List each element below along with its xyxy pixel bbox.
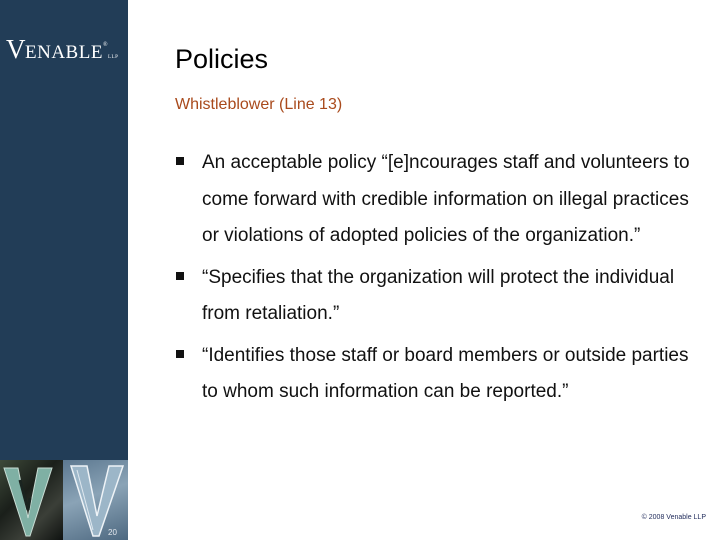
slide-subtitle: Whistleblower (Line 13) bbox=[175, 96, 343, 113]
logo-rest: ENABLE bbox=[25, 42, 103, 63]
bullet-text: An acceptable policy “[e]ncourages staff and volunteers to come forward with credible information on illegal practices or violations of adopted policies of the organization.” bbox=[202, 152, 690, 246]
decorative-v-tile-dark bbox=[0, 460, 63, 540]
decorative-v-tile-light bbox=[63, 460, 128, 540]
square-bullet-icon bbox=[176, 157, 184, 165]
logo-registered-mark: ® bbox=[102, 42, 107, 48]
bullet-text: “Specifies that the organization will protect the individual from retaliation.” bbox=[202, 266, 675, 324]
square-bullet-icon bbox=[176, 350, 184, 358]
logo-llp: LLP bbox=[108, 55, 119, 60]
v-letter-icon bbox=[63, 460, 128, 540]
square-bullet-icon bbox=[176, 272, 184, 280]
bullet-item bbox=[176, 260, 696, 333]
v-letter-icon bbox=[0, 460, 63, 540]
page-number: 20 bbox=[108, 528, 117, 537]
bullet-item bbox=[176, 338, 696, 411]
copyright-notice: © 2008 Venable LLP bbox=[641, 514, 706, 521]
bullet-text: “Identifies those staff or board members or outside parties to whom such information can be reported.” bbox=[202, 344, 689, 402]
bullet-item bbox=[176, 145, 696, 255]
slide-title: Policies bbox=[175, 44, 269, 74]
sidebar bbox=[0, 0, 128, 540]
logo-initial: V bbox=[6, 34, 25, 64]
venable-logo bbox=[6, 34, 118, 73]
bullet-list bbox=[176, 145, 696, 416]
